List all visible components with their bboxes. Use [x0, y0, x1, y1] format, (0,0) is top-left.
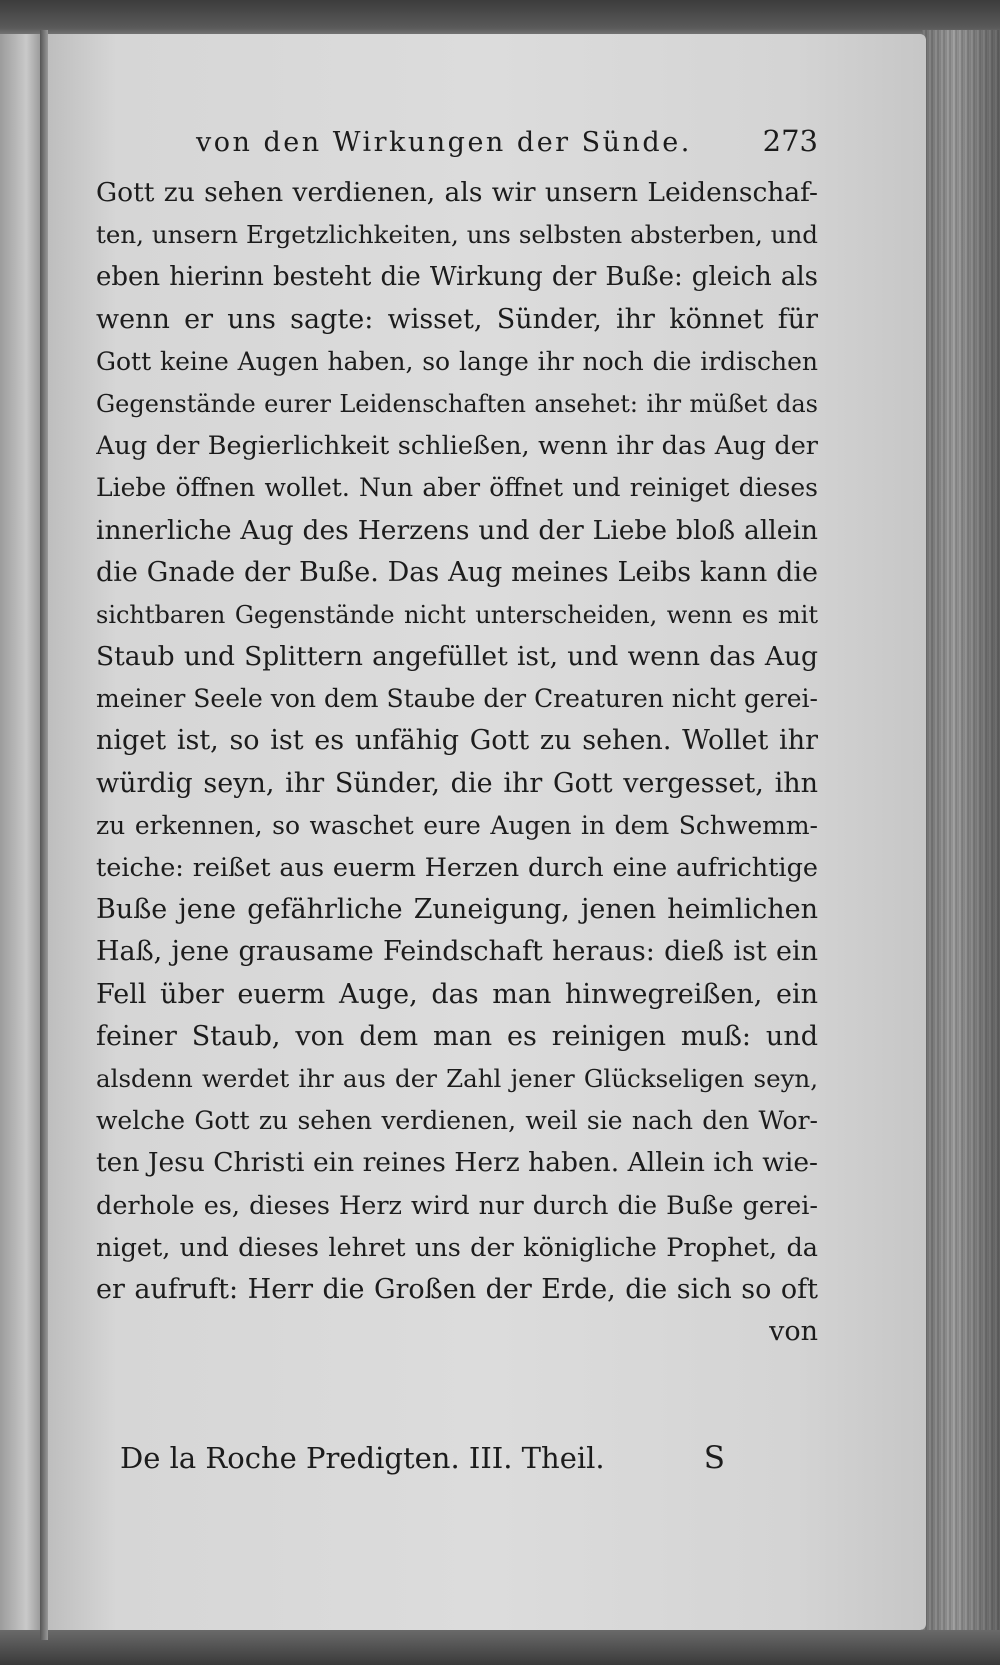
text-line: welche Gott zu sehen verdienen, weil sie nach den Wor-: [96, 1106, 818, 1136]
page-header: [96, 124, 818, 166]
text-line: Fell über euerm Auge, das man hinwegreißen, ein: [96, 978, 818, 1010]
text-line: derhole es, dieses Herz wird nur durch die Buße gerei-: [96, 1190, 818, 1221]
text-line: eben hierinn besteht die Wirkung der Buße: gleich als: [96, 262, 818, 293]
text-line: innerliche Aug des Herzens und der Liebe bloß allein: [96, 514, 818, 546]
text-line: Buße jene gefährliche Zuneigung, jenen heimlichen: [96, 894, 818, 926]
signature-title: De la Roche Predigten. III. Theil.: [120, 1441, 605, 1475]
text-line: er aufruft: Herr die Großen der Erde, die sich so oft: [96, 1273, 818, 1305]
text-line: ten, unsern Ergetzlichkeiten, uns selbsten absterben, und: [96, 220, 818, 250]
text-line: wenn er uns sagte: wisset, Sünder, ihr könnet für: [96, 303, 818, 335]
text-line: zu erkennen, so waschet eure Augen in dem Schwemm-: [96, 810, 818, 840]
left-facing-page: [0, 34, 44, 1634]
text-line: Staub und Splittern angefüllet ist, und wenn das Aug: [96, 641, 818, 673]
bottom-edge: [0, 1630, 1000, 1665]
body-text: [96, 172, 818, 1311]
page-number: 273: [762, 124, 818, 158]
catchword: von: [769, 1316, 818, 1348]
text-line: Aug der Begierlichkeit schließen, wenn ihr das Aug der: [96, 431, 818, 462]
text-line: ten Jesu Christi ein reines Herz haben. Allein ich wie-: [96, 1147, 818, 1179]
text-line: würdig seyn, ihr Sünder, die ihr Gott vergesset, ihn: [96, 767, 818, 799]
page-text: [96, 124, 818, 1353]
text-line: Gegenstände eurer Leidenschaften ansehet: ihr müßet das: [96, 389, 818, 418]
text-line: sichtbaren Gegenstände nicht unterscheiden, wenn es mit: [96, 600, 818, 629]
text-line: niget ist, so ist es unfähig Gott zu sehen. Wollet ihr: [96, 725, 818, 757]
text-line: Liebe öffnen wollet. Nun aber öffnet und reiniget dieses: [96, 473, 818, 503]
text-line: Gott keine Augen haben, so lange ihr noch die irdischen: [96, 346, 818, 376]
running-head: von den Wirkungen der Sünde.: [196, 127, 692, 158]
text-line: feiner Staub, von dem man es reinigen muß: und: [96, 1020, 818, 1052]
text-line: meiner Seele von dem Staube der Creaturen nicht gerei-: [96, 684, 818, 714]
text-line: teiche: reißet aus euerm Herzen durch eine aufrichtige: [96, 853, 818, 883]
page-footer: [120, 1440, 725, 1476]
text-line: Gott zu sehen verdienen, als wir unsern Leidenschaf-: [96, 177, 818, 208]
text-line: Haß, jene grausame Feindschaft heraus: dieß ist ein: [96, 936, 818, 968]
page-stack-shade: [922, 30, 1000, 1640]
signature-mark: S: [703, 1440, 725, 1476]
text-line: alsdenn werdet ihr aus der Zahl jener Glückseligen seyn,: [96, 1063, 818, 1093]
gutter: [40, 30, 48, 1640]
text-line: niget, und dieses lehret uns der königliche Prophet, da: [96, 1232, 818, 1263]
text-line: die Gnade der Buße. Das Aug meines Leibs kann die: [96, 556, 818, 588]
